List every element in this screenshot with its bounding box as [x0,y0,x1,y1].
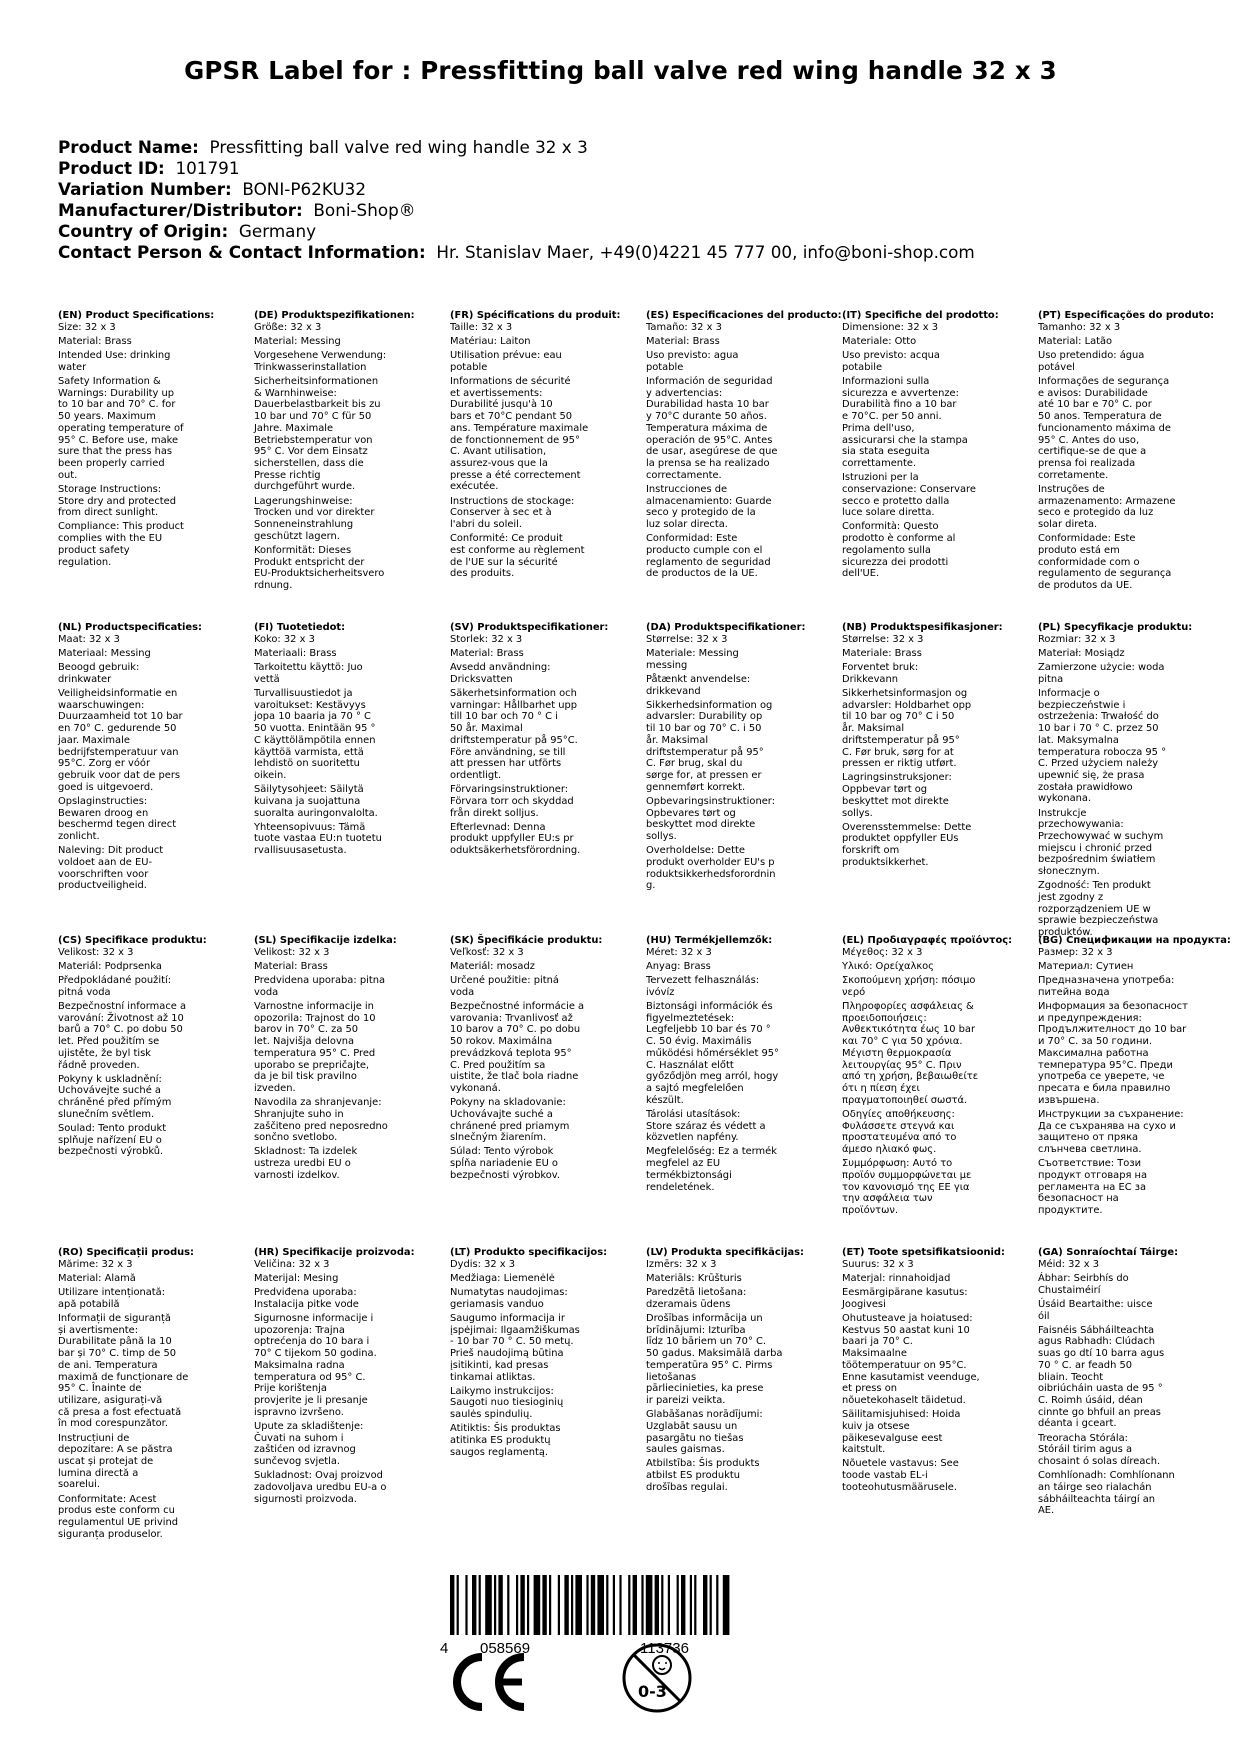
spec-line: Materiale: Messing messing [646,647,739,671]
spec-line: Conformidad: Este producto cumple con el reglamento de seguridad de productos de la UE. [646,533,771,580]
spec-line: Instrucciones de almacenamiento: Guarde seco y protegido de la luz solar directa. [646,483,772,530]
spec-line: Tarkoitettu käyttö: Juo vettä [254,662,363,685]
spec-line: Μέγεθος: 32 x 3 [842,946,923,958]
spec-line: Eesmärgipärane kasutus: Joogivesi [842,1287,968,1310]
spec-line: Velikost: 32 x 3 [58,946,134,958]
spec-line: Materijal: Mesing [254,1272,339,1284]
spec-line: Material: Alamă [58,1272,136,1284]
spec-line: Veličina: 32 x 3 [254,1258,330,1270]
spec-line: Förvaringsinstruktioner: Förvara torr och skyddad från direkt solljus. [450,784,574,819]
spec-line: Soulad: Tento produkt splňuje nařízení EU o bezpečnosti výrobků. [58,1123,167,1158]
spec-block [450,310,640,582]
spec-line: Yhteensopivuus: Tämä tuote vastaa EU:n tuotetu rvallisuusasetusta. [254,821,382,857]
variation-number-row: Variation Number: BONI-P62KU32 [58,179,367,199]
spec-line: Mărime: 32 x 3 [58,1258,133,1270]
spec-heading: (ES) Especificaciones del producto: [646,310,842,321]
spec-line: Instrukcje przechowywania: Przechowywać w suchym miejscu i chronić przed bezpośrednim światłem słonecznym. [1038,807,1164,878]
spec-block [58,935,248,1161]
spec-line: Avsedd användning: Dricksvatten [450,662,551,685]
spec-line: Materiale: Otto [842,335,917,347]
spec-block [254,622,444,859]
spec-line: Predvidena uporaba: pitna voda [254,975,386,998]
spec-line: Sikkerhedsinformation og advarsler: Durability op til 10 bar og 70° C. i 50 år. Maksimal driftstemperatur på 95° C. Før brug, skal du sørge for, at pressen er gennemført korrekt. [646,699,773,793]
spec-heading: (EL) Προδιαγραφές προϊόντος: [842,935,1013,946]
product-id-row: Product ID: 101791 [58,158,240,178]
spec-block [646,622,836,894]
spec-line: Størrelse: 32 x 3 [646,633,728,645]
spec-line: Informații de siguranță și avertismente: Durabilitate până la 10 bar și 70° C. timp de 50 de ani. Temperatura maximă de funcționare de 95° C. Înainte de utilizare, asigurați-vă că presa a fost efectuată în mod corespunzător. [58,1313,189,1430]
spec-line: Overensstemmelse: Dette produktet oppfyller EUs forskrift om produktsikkerhet. [842,821,972,868]
spec-heading: (PL) Specyfikacje produktu: [1038,622,1193,633]
spec-line: Conformidade: Este produto está em conformidade com o regulamento de segurança de produtos da UE. [1038,533,1172,591]
spec-line: Předpokládané použití: pitná voda [58,975,172,998]
spec-line: Navodila za shranjevanje: Shranjujte suho in zaščiteno pred neposredno sončno svetlobo. [254,1097,388,1144]
spec-line: Uso pretendido: água potável [1038,350,1145,373]
spec-line: Информация за безопасност и предупреждения: Продължителност до 10 bar и 70° С. за 50 години. Максимална работна температура 95°C. Преди употреба се уверете, че пресата е била правилно извършена. [1038,1001,1188,1106]
spec-line: Informazioni sulla sicurezza e avvertenze: Durabilità fino a 10 bar e 70°C. per 50 anni. Prima dell'uso, assicurarsi che la stampa sia stata eseguita correttamente. [842,376,968,469]
spec-line: Taille: 32 x 3 [450,321,513,333]
spec-line: Σκοπούμενη χρήση: πόσιμο νερό [842,975,976,998]
spec-line: Säilitamisjuhised: Hoida kuiv ja otsese päikesevalguse eest kaitstult. [842,1409,961,1456]
spec-line: Materiál: mosadz [450,960,535,972]
spec-line: Atitiktis: Šis produktas atitinka ES produktų saugos reglamentą. [450,1423,561,1458]
spec-line: Veľkosť: 32 x 3 [450,946,524,958]
spec-heading: (FR) Spécifications du produit: [450,310,621,321]
spec-line: Lagringsinstruksjoner: Oppbevar tørt og beskyttet mot direkte sollys. [842,772,952,819]
spec-line: Laikymo instrukcijos: Saugoti nuo tiesioginių saulės spindulių. [450,1385,564,1421]
spec-block [646,935,836,1196]
spec-line: Uso previsto: agua potable [646,350,739,373]
spec-line: Efterlevnad: Denna produkt uppfyller EU:s pr oduktsäkerhetsförordning. [450,821,581,857]
spec-line: Uso previsto: acqua potabile [842,350,940,373]
spec-heading: (GA) Sonraíochtaí Táirge: [1038,1247,1179,1258]
spec-line: Skladnost: Ta izdelek ustreza uredbi EU o varnosti izdelkov. [254,1146,358,1181]
spec-heading: (HU) Termékjellemzők: [646,935,773,946]
spec-line: Méid: 32 x 3 [1038,1258,1100,1270]
spec-line: Conformità: Questo prodotto è conforme al regolamento sulla sicurezza dei prodotti dell'UE. [842,521,956,580]
spec-line: Saugumo informacija ir įspėjimai: Ilgaamžiškumas - 10 bar 70 ° C. 50 metų. Prieš naudojimą būtina įsitikinti, kad presas tinkamai atliktas. [450,1313,580,1383]
spec-line: Varnostne informacije in opozorila: Trajnost do 10 barov in 70° C. za 50 let. Najvišja delovna temperatura 95° C. Pred uporabo se prepričajte, da je bil tisk pravilno izveden. [254,1001,376,1094]
spec-line: Koko: 32 x 3 [254,633,315,645]
spec-line: Úsáid Beartaithe: uisce óil [1038,1298,1153,1322]
spec-block [450,935,640,1184]
spec-line: Συμμόρφωση: Αυτό το προϊόν συμμορφώνεται με τον κανονισμό της ΕΕ για την ασφάλεια των προϊόντων. [842,1158,972,1216]
barcode [430,1575,750,1655]
spec-heading: (RO) Specificații produs: [58,1247,194,1258]
country-row: Country of Origin: Germany [58,221,317,241]
spec-line: Инструкции за съхранение: Да се съхранява на сухо и защитено от пряка слънчева светлина. [1038,1108,1184,1155]
spec-line: Säkerhetsinformation och varningar: Hållbarhet upp till 10 bar och 70 ° C i 50 år. Maximal driftstemperatur på 95°C. Före användning, se till att pressen har utförts ordentligt. [450,688,578,781]
spec-heading: (DE) Produktspezifikationen: [254,310,415,321]
spec-line: Storage Instructions: Store dry and protected from direct sunlight. [58,483,177,519]
spec-line: Opslaginstructies: Bewaren droog en beschermd tegen direct zonlicht. [58,795,177,842]
spec-line: Materiale: Brass [842,647,922,659]
spec-line: Určené použitie: pitná voda [450,975,559,998]
spec-line: Pokyny na skladovanie: Uchovávajte suché a chránené pred priamym slnečným žiarením. [450,1097,570,1144]
barcode-digit-left: 4 [440,1640,449,1655]
spec-line: Storlek: 32 x 3 [450,633,523,645]
spec-heading: (NB) Produktspesifikasjoner: [842,622,1003,633]
spec-heading: (IT) Specifiche del prodotto: [842,310,999,321]
spec-heading: (PT) Especificações do produto: [1038,310,1215,321]
spec-line: Conformitate: Acest produs este conform cu regulamentul UE privind siguranța produselor. [58,1493,178,1540]
spec-line: Opbevaringsinstruktioner: Opbevares tørt og beskyttet mod direkte sollys. [646,795,776,842]
spec-line: Dydis: 32 x 3 [450,1258,516,1270]
spec-line: Matériau: Laiton [450,335,531,347]
spec-line: Sicherheitsinformationen & Warnhinweise: Dauerbelastbarkeit bis zu 10 bar und 70° C für 50 Jahre. Maximale Betriebstemperatur von 95° C. Vor dem Einsatz sicherstellen, dass die Presse richtig durchgeführt wurde. [254,376,381,493]
spec-line: Materiaal: Messing [58,647,151,659]
spec-line: Material: Brass [254,960,328,972]
spec-line: Faisnéis Sábháilteachta agus Rabhadh: Clúdach suas go dtí 10 barra agus 70 ° C. ar feadh 50 bliain. Teocht oibriúcháin uasta de 95 ° C. Roimh úsáid, déan cinnte go bhfuil an preas déanta i gceart. [1038,1324,1165,1430]
spec-line: Forventet bruk: Drikkevann [842,662,919,685]
spec-heading: (HR) Specifikacije proizvoda: [254,1247,415,1258]
spec-line: Anyag: Brass [646,960,711,972]
spec-block [58,1247,248,1543]
spec-line: Información de seguridad y advertencias: Durabilidad hasta 10 bar y 70°C durante 50 años. Temperatura máxima de operación de 95°C. Antes de usar, asegúrese de que la prensa se ha realizado correctamente. [646,376,778,481]
spec-line: Tamaño: 32 x 3 [646,321,722,333]
spec-line: Instructions de stockage: Conserver à sec et à l'abri du soleil. [450,495,575,530]
spec-line: Material: Messing [254,335,341,347]
spec-heading: (FI) Tuotetiedot: [254,622,346,633]
spec-line: Maat: 32 x 3 [58,633,120,645]
spec-line: Veiligheidsinformatie en waarschuwingen: Duurzaamheid tot 10 bar en 70° C. gedurende 50 jaar. Maximale bedrijfstemperatuur van 95°C. Zorg er vóór gebruik voor dat de pers goed is uitgevoerd. [58,688,183,793]
spec-line: Предназначена употреба: питейна вода [1038,975,1175,998]
spec-line: Predviđena uporaba: Instalacija pitke vode [254,1287,359,1310]
spec-line: Materiál: Podprsenka [58,960,162,972]
spec-line: Naleving: Dit product voldoet aan de EU- voorschriften voor productveiligheid. [58,845,164,892]
spec-heading: (DA) Produktspecifikationer: [646,622,806,633]
barcode-digits-group1: 058569 [480,1640,531,1655]
spec-line: Materiāls: Krūšturis [646,1272,742,1284]
spec-line: Utilisation prévue: eau potable [450,350,562,373]
spec-line: Материал: Сутиен [1038,960,1134,972]
spec-line: Material: Brass [646,335,720,347]
spec-heading: (BG) Спецификации на продукта: [1038,935,1231,946]
spec-line: Conformité: Ce produit est conforme au règlement de l'UE sur la sécurité des produits. [450,533,585,580]
spec-line: Velikost: 32 x 3 [254,946,330,958]
age-warning-label: 0-3 [638,1682,667,1701]
spec-line: Materjal: rinnahoidjad [842,1272,951,1284]
spec-block [1038,935,1231,1219]
spec-block [450,622,640,859]
spec-line: Medžiaga: Liemenėlė [450,1272,555,1284]
spec-block [58,310,248,571]
spec-line: Súlad: Tento výrobok spĺňa nariadenie EU o bezpečnosti výrobkov. [450,1146,560,1181]
spec-block [646,310,842,582]
spec-line: Material: Latão [1038,335,1113,347]
spec-line: Rozmiar: 32 x 3 [1038,633,1116,645]
spec-line: Tárolási utasítások: Store száraz és védett a közvetlen napfény. [646,1108,766,1144]
spec-line: Instruções de armazenamento: Armazene seco e protegido da luz solar direta. [1038,483,1176,530]
spec-line: Οδηγίες αποθήκευσης: Φυλάσσετε στεγνά και προστατευμένα από το άμεσο ηλιακό φως. [842,1108,957,1155]
spec-line: Compliance: This product complies with the EU product safety regulation. [58,521,184,568]
spec-line: Comhlíonadh: Comhlíonann an táirge seo rialachán sábháilteachta táirgí an AE. [1038,1470,1175,1517]
manufacturer-row: Manufacturer/Distributor: Boni-Shop® [58,200,416,220]
spec-line: Numatytas naudojimas: geriamasis vanduo [450,1287,568,1310]
spec-line: Utilizare intenționată: apă potabilă [58,1287,166,1310]
spec-line: Beoogd gebruik: drinkwater [58,662,140,685]
spec-heading: (LT) Produkto specifikacijos: [450,1247,608,1258]
spec-line: Påtænkt anvendelse: drikkevand [646,673,751,697]
spec-line: Πληροφορίες ασφάλειας & προειδοποιήσεις: Ανθεκτικότητα έως 10 bar και 70° C για 50 χρόνια. Μέγιστη θερμοκρασία λειτουργίας 95° C. Πριν από τη χρήση, βεβαιωθείτε ότι η πίεση έχει πραγματοποιηθεί σωστά. [842,1001,979,1106]
spec-block [646,1247,836,1496]
spec-line: Istruzioni per la conservazione: Conservare secco e protetto dalla luce solare diretta. [842,472,976,519]
spec-line: Size: 32 x 3 [58,321,116,333]
spec-block [254,310,444,594]
spec-line: Informações de segurança e avisos: Durabilidade até 10 bar e 70° C. por 50 anos. Temperatura de funcionamento máxima de 95° C. Antes do uso, certifique-se de que a prensa foi realizada corretamente. [1038,376,1171,481]
no-children-under-3-icon [620,1641,694,1715]
spec-block [254,935,444,1184]
spec-heading: (SL) Specifikacije izdelka: [254,935,397,946]
spec-line: Material: Brass [58,335,132,347]
spec-line: Safety Information & Warnings: Durability up to 10 bar and 70° C. for 50 years. Maximum operating temperature of 95° C. Before use, make sure that the press has been properly carried out. [58,376,184,481]
spec-block [842,1247,1032,1496]
spec-line: Materiaali: Brass [254,647,337,659]
spec-line: Treoracha Stórála: Stóráil tirim agus a chosaint ó solas díreach. [1038,1432,1161,1467]
spec-line: Tervezett felhasználás: ivóvíz [646,975,760,998]
spec-heading: (CS) Specifikace produktu: [58,935,207,946]
spec-block [254,1247,444,1508]
spec-line: Konformität: Dieses Produkt entspricht der EU-Produktsicherheitsvero rdnung. [254,544,385,591]
spec-line: Tamanho: 32 x 3 [1038,321,1121,333]
spec-line: Intended Use: drinking water [58,350,171,373]
spec-line: Overholdelse: Dette produkt overholder EU's p roduktsikkerhedsforordnin g. [646,845,776,892]
spec-line: Turvallisuustiedot ja varoitukset: Kestävyys jopa 10 baaria ja 70 ° C 50 vuotta. Enintään 95 ° C käyttölämpötila ennen käyttöä varmista, että lehdistö on suoritettu oikein. [254,688,376,781]
spec-line: Zgodność: Ten produkt jest zgodny z rozporządzeniem UE w sprawie bezpieczeństwa produktów. [1038,880,1159,939]
spec-line: Съответствие: Този продукт отговаря на регламента на ЕС за безопасност на продуктите. [1038,1158,1148,1216]
spec-line: Sikkerhetsinformasjon og advarsler: Holdbarhet opp til 10 bar og 70° C i 50 år. Maksimal driftstemperatur på 95° C. Før bruk, sørg for at pressen er riktig utført. [842,688,972,770]
spec-block [450,1247,640,1461]
spec-line: Megfelelőség: Ez a termék megfelel az EU termékbiztonsági rendeletének. [646,1146,777,1193]
spec-heading: (NL) Productspecificaties: [58,622,202,633]
spec-line: Nõuetele vastavus: See toode vastab EL-i tooteohutusmäärusele. [842,1458,959,1493]
spec-heading: (ET) Toote spetsifikatsioonid: [842,1247,1005,1258]
spec-line: Størrelse: 32 x 3 [842,633,924,645]
spec-line: Размер: 32 x 3 [1038,946,1113,958]
ce-mark-icon [448,1651,530,1713]
spec-line: Informations de sécurité et avertissements: Durabilité jusqu'à 10 bars et 70°C pendant 50 ans. Température maximale de fonctionnement de 95° C. Avant utilisation, assurez-vous que la presse a été correctement exécutée. [450,376,589,493]
spec-line: Material: Brass [450,647,524,659]
spec-line: Pokyny k uskladnění: Uchovávejte suché a chráněné před přímým slunečním světlem. [58,1073,172,1120]
spec-line: Materiał: Mosiądz [1038,647,1125,659]
contact-row: Contact Person & Contact Information: Hr. Stanislav Maer, +49(0)4221 45 777 00, info@boni-shop.com [58,242,975,262]
spec-line: Ohutusteave ja hoiatused: Kestvus 50 aastat kuni 10 baari ja 70° C. Maksimaalne töötemperatuur on 95°C. Enne kasutamist veenduge, et press on nõuetekohaselt täidetud. [842,1313,980,1406]
spec-line: Bezpečnostné informácie a varovania: Trvanlivosť až 10 barov a 70° C. po dobu 50 rokov. Maximálna prevádzková teplota 95° C. Pred použitím sa uistite, že tlač bola riadne vykonaná. [450,1001,585,1094]
spec-line: Υλικό: Ορείχαλκος [842,960,934,972]
spec-line: Drošības informācija un brīdinājumi: Izturība līdz 10 bāriem un 70° C. 50 gadus. Maksimālā darba temperatūra 95° C. Pirms lietošanas pārliecinieties, ka prese ir pareizi veikta. [646,1313,783,1406]
spec-block [1038,622,1228,941]
spec-line: Méret: 32 x 3 [646,946,712,958]
spec-line: Paredzētā lietošana: dzeramais ūdens [646,1287,747,1310]
page-title: GPSR Label for : Pressfitting ball valve red wing handle 32 x 3 [184,56,1057,85]
spec-heading: (EN) Product Specifications: [58,310,215,321]
spec-block [842,622,1032,871]
spec-line: Ábhar: Seirbhís do Chustaiméirí [1038,1272,1129,1296]
spec-line: Izmērs: 32 x 3 [646,1258,717,1270]
spec-line: Säilytysohjeet: Säilytä kuivana ja suojattuna suoralta auringonvalolta. [254,784,378,819]
spec-block [58,622,248,894]
spec-line: Größe: 32 x 3 [254,321,322,333]
spec-line: Bezpečnostní informace a varování: Životnost až 10 barů a 70° C. po dobu 50 let. Před použitím se ujistěte, že byl tisk řádně proveden. [58,1001,187,1071]
spec-line: Vorgesehene Verwendung: Trinkwasserinstallation [254,350,387,373]
spec-line: Sukladnost: Ovaj proizvod zadovoljava uredbu EU-a o sigurnosti proizvoda. [254,1470,387,1505]
spec-line: Dimensione: 32 x 3 [842,321,939,333]
product-name-row: Product Name: Pressfitting ball valve red wing handle 32 x 3 [58,137,588,157]
spec-heading: (LV) Produkta specifikācijas: [646,1247,804,1258]
spec-line: Glabāšanas norādījumi: Uzglabāt sausu un pasargātu no tiešas saules gaismas. [646,1409,763,1456]
spec-line: Lagerungshinweise: Trocken und vor direkter Sonneneinstrahlung geschützt lagern. [254,495,375,542]
spec-line: Informacje o bezpieczeństwie i ostrzeżenia: Trwałość do 10 bar i 70 ° C. przez 50 lat. Maksymalna temperatura robocza 95 ° C. Przed użyciem należy upewnić się, że prasa została prawidłowo wykonana. [1038,688,1167,805]
spec-block [842,310,1032,582]
product-info [58,137,975,263]
spec-heading: (SV) Produktspecifikationer: [450,622,609,633]
spec-line: Instrucțiuni de depozitare: A se păstra uscat și protejat de lumina directă a soarelui. [58,1432,173,1491]
spec-heading: (SK) Špecifikácie produktu: [450,935,603,946]
spec-block [842,935,1032,1219]
spec-line: Zamierzone użycie: woda pitna [1038,662,1165,685]
spec-line: Biztonsági információk és figyelmeztetések: Legfeljebb 10 bar és 70 ° C. 50 évig. Maximális működési hőmérséklet 95° C. Használat előtt győződjön meg arról, hogy a sajtó megfelelően készült. [646,1001,779,1106]
spec-line: Suurus: 32 x 3 [842,1258,914,1270]
spec-block [1038,310,1228,594]
spec-block [1038,1247,1228,1519]
spec-line: Upute za skladištenje: Čuvati na suhom i zaštićen od izravnog sunčevog svjetla. [254,1420,364,1467]
spec-line: Atbilstība: Šis produkts atbilst ES produktu drošības regulai. [646,1458,760,1493]
spec-line: Sigurnosne informacije i upozorenja: Trajna optrećenja do 10 bara i 70° C tijekom 50 godina. Maksimalna radna temperatura od 95° C. Prije korištenja provjerite je li presanje ispravno izvršeno. [254,1313,377,1418]
barcode-digits-group2: 113736 [640,1640,689,1655]
